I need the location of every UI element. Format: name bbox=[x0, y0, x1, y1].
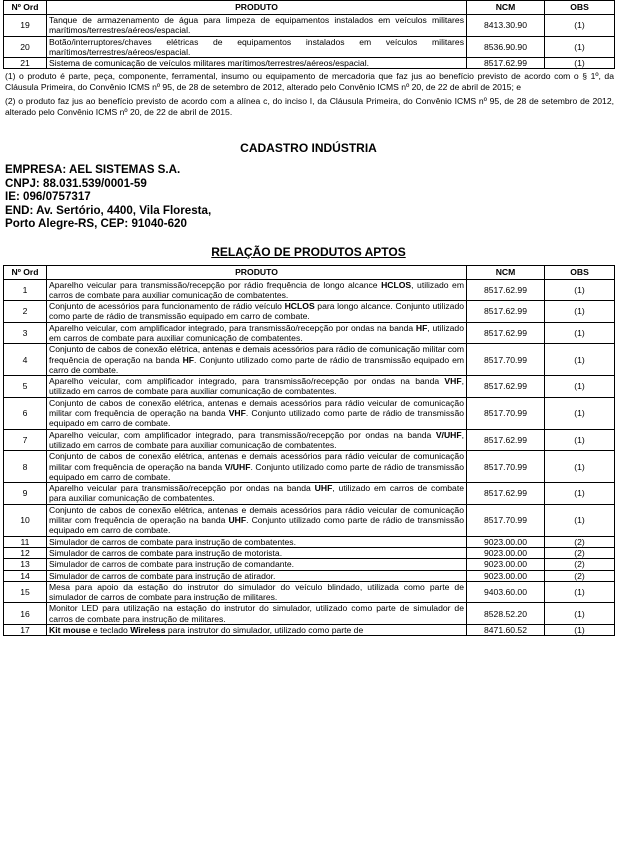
table-row bbox=[4, 301, 615, 323]
row-produto: Botão/interruptores/chaves elétricas de equipamentos instalados em veículos militares marítimos/terrestres/aéreos/espacial. bbox=[47, 36, 467, 58]
table-row bbox=[4, 581, 615, 603]
row-obs: (1) bbox=[545, 397, 615, 429]
table-row bbox=[4, 451, 615, 483]
row-ord: 7 bbox=[4, 429, 47, 451]
company-name: EMPRESA: AEL SISTEMAS S.A. bbox=[5, 163, 181, 177]
company-ie: IE: 096/0757317 bbox=[5, 190, 91, 204]
table-row bbox=[4, 344, 615, 376]
row-obs: (1) bbox=[545, 625, 615, 636]
company-address-line2: Porto Alegre-RS, CEP: 91040-620 bbox=[5, 217, 187, 231]
row-produto: Aparelho veicular para transmissão/recepção por ondas na banda UHF, utilizado em carros de combate para auxiliar comunicação de combatentes. bbox=[47, 483, 467, 505]
row-obs: (1) bbox=[545, 483, 615, 505]
table-row bbox=[4, 15, 615, 37]
row-produto: Simulador de carros de combate para instrução de comandante. bbox=[47, 559, 467, 570]
row-produto: Tanque de armazenamento de água para limpeza de equipamentos instalados em veículos militares marítimos/terrestres/aéreos/espacial. bbox=[47, 15, 467, 37]
row-ncm: 8517.70.99 bbox=[467, 504, 545, 536]
table-row bbox=[4, 603, 615, 625]
header-obs: OBS bbox=[545, 265, 615, 279]
row-produto: Aparelho veicular, com amplificador integrado, para transmissão/recepção por ondas na banda V/UHF, utilizado em carros de combate para auxiliar comunicação de combatentes. bbox=[47, 429, 467, 451]
row-obs: (1) bbox=[545, 301, 615, 323]
row-produto: Conjunto de acessórios para funcionamento de rádio veículo HCLOS para longo alcance. Conjunto utilizado como parte de rádio de transmissão equipado em carro de combate. bbox=[47, 301, 467, 323]
row-obs: (1) bbox=[545, 322, 615, 344]
row-ncm: 8471.60.52 bbox=[467, 625, 545, 636]
row-ncm: 8517.70.99 bbox=[467, 451, 545, 483]
row-ord: 3 bbox=[4, 322, 47, 344]
row-ord: 16 bbox=[4, 603, 47, 625]
company-address-line1: END: Av. Sertório, 4400, Vila Floresta, bbox=[5, 203, 212, 217]
row-ncm: 9403.60.00 bbox=[467, 581, 545, 603]
row-ord: 15 bbox=[4, 581, 47, 603]
row-obs: (2) bbox=[545, 536, 615, 547]
row-ord: 2 bbox=[4, 301, 47, 323]
list-title: RELAÇÃO DE PRODUTOS APTOS bbox=[211, 244, 406, 259]
row-ord: 17 bbox=[4, 625, 47, 636]
row-ord: 20 bbox=[4, 36, 47, 58]
row-ncm: 9023.00.00 bbox=[467, 570, 545, 581]
row-produto: Simulador de carros de combate para instrução de combatentes. bbox=[47, 536, 467, 547]
row-produto: Sistema de comunicação de veículos militares marítimos/terrestres/aéreos/espacial. bbox=[47, 58, 467, 69]
table-row bbox=[4, 36, 615, 58]
row-ncm: 8517.62.99 bbox=[467, 429, 545, 451]
header-produto: PRODUTO bbox=[47, 265, 467, 279]
table-row bbox=[4, 570, 615, 581]
section-title: CADASTRO INDÚSTRIA bbox=[240, 141, 377, 156]
header-ord: Nº Ord bbox=[4, 1, 47, 15]
row-ord: 14 bbox=[4, 570, 47, 581]
row-produto: Conjunto de cabos de conexão elétrica, antenas e demais acessórios para rádio de comunicação militar com frequência de operação na banda HF. Conjunto utilizado como parte de rádio de transmissão equipado em carro de combate. bbox=[47, 344, 467, 376]
table-header-row bbox=[4, 265, 615, 279]
row-ord: 6 bbox=[4, 397, 47, 429]
header-obs: OBS bbox=[545, 1, 615, 15]
table-row bbox=[4, 483, 615, 505]
row-obs: (1) bbox=[545, 429, 615, 451]
row-ord: 21 bbox=[4, 58, 47, 69]
row-ncm: 8517.62.99 bbox=[467, 58, 545, 69]
row-obs: (1) bbox=[545, 603, 615, 625]
row-ncm: 9023.00.00 bbox=[467, 547, 545, 558]
header-produto: PRODUTO bbox=[47, 1, 467, 15]
row-ncm: 9023.00.00 bbox=[467, 559, 545, 570]
row-obs: (1) bbox=[545, 504, 615, 536]
row-ncm: 8517.62.99 bbox=[467, 301, 545, 323]
row-ord: 10 bbox=[4, 504, 47, 536]
table-row bbox=[4, 279, 615, 301]
table-row bbox=[4, 625, 615, 636]
row-ncm: 8536.90.90 bbox=[467, 36, 545, 58]
row-ncm: 8517.62.99 bbox=[467, 279, 545, 301]
table-row bbox=[4, 536, 615, 547]
row-ncm: 9023.00.00 bbox=[467, 536, 545, 547]
row-ncm: 8413.30.90 bbox=[467, 15, 545, 37]
table-row bbox=[4, 58, 615, 69]
row-produto: Conjunto de cabos de conexão elétrica, antenas e demais acessórios para rádio veicular de comunicação militar com frequência de operação na banda VHF. Conjunto utilizado como parte de rádio de transmissão equipado em carro de combate. bbox=[47, 397, 467, 429]
row-obs: (1) bbox=[545, 36, 615, 58]
footnote-1: (1) o produto é parte, peça, componente, ferramental, insumo ou equipamento de mercadoria que faz jus ao benefício previsto de acordo com o § 1º, da Cláusula Primeira, do Convênio ICMS nº 95, de 28 de setembro de 2012, alterado pelo Convênio ICMS nº 20, de 22 de abril de 2015; e bbox=[5, 71, 614, 92]
company-cnpj: CNPJ: 88.031.539/0001-59 bbox=[5, 176, 147, 190]
products-table-continued bbox=[3, 0, 615, 69]
row-produto: Kit mouse e teclado Wireless para instrutor do simulador, utilizado como parte de bbox=[47, 625, 467, 636]
row-ord: 19 bbox=[4, 15, 47, 37]
row-ncm: 8517.70.99 bbox=[467, 397, 545, 429]
row-produto: Conjunto de cabos de conexão elétrica, antenas e demais acessórios para rádio veicular de comunicação militar com frequência de operação na banda V/UHF. Conjunto utilizado como parte de rádio de transmissão equipado em carro de combate. bbox=[47, 451, 467, 483]
table-row bbox=[4, 547, 615, 558]
header-ncm: NCM bbox=[467, 265, 545, 279]
row-produto: Mesa para apoio da estação do instrutor do simulador do veículo blindado, utilizada como parte de simulador de carros de combate para instrução de militares. bbox=[47, 581, 467, 603]
row-ncm: 8517.70.99 bbox=[467, 344, 545, 376]
products-table bbox=[3, 265, 615, 637]
row-obs: (1) bbox=[545, 344, 615, 376]
table-row bbox=[4, 322, 615, 344]
row-produto: Simulador de carros de combate para instrução de atirador. bbox=[47, 570, 467, 581]
table-header-row bbox=[4, 1, 615, 15]
company-info bbox=[5, 163, 617, 230]
row-ord: 5 bbox=[4, 376, 47, 398]
row-ord: 1 bbox=[4, 279, 47, 301]
row-obs: (1) bbox=[545, 376, 615, 398]
row-ncm: 8517.62.99 bbox=[467, 483, 545, 505]
row-ncm: 8517.62.99 bbox=[467, 376, 545, 398]
footnotes bbox=[5, 71, 614, 117]
table-row bbox=[4, 429, 615, 451]
row-produto: Conjunto de cabos de conexão elétrica, antenas e demais acessórios para rádio veicular de comunicação militar com frequência de operação na banda UHF. Conjunto utilizado como parte de rádio de transmissão equipado em carro de combate. bbox=[47, 504, 467, 536]
row-obs: (1) bbox=[545, 279, 615, 301]
row-obs: (1) bbox=[545, 581, 615, 603]
row-ord: 8 bbox=[4, 451, 47, 483]
row-ord: 12 bbox=[4, 547, 47, 558]
row-obs: (2) bbox=[545, 570, 615, 581]
row-ncm: 8528.52.20 bbox=[467, 603, 545, 625]
row-obs: (2) bbox=[545, 559, 615, 570]
header-ncm: NCM bbox=[467, 1, 545, 15]
row-ord: 9 bbox=[4, 483, 47, 505]
row-produto: Simulador de carros de combate para instrução de motorista. bbox=[47, 547, 467, 558]
row-produto: Aparelho veicular, com amplificador integrado, para transmissão/recepção por ondas na banda HF, utilizado em carros de combate para auxiliar comunicação de combatentes. bbox=[47, 322, 467, 344]
row-obs: (1) bbox=[545, 15, 615, 37]
row-obs: (1) bbox=[545, 58, 615, 69]
row-produto: Aparelho veicular para transmissão/recepção por rádio frequência de longo alcance HCLOS, utilizado em carros de combate para auxiliar comunicação de combatentes. bbox=[47, 279, 467, 301]
row-obs: (2) bbox=[545, 547, 615, 558]
table-row bbox=[4, 559, 615, 570]
row-ncm: 8517.62.99 bbox=[467, 322, 545, 344]
row-ord: 11 bbox=[4, 536, 47, 547]
table-row bbox=[4, 504, 615, 536]
table-row bbox=[4, 397, 615, 429]
table-row bbox=[4, 376, 615, 398]
row-ord: 13 bbox=[4, 559, 47, 570]
footnote-2: (2) o produto faz jus ao benefício previsto de acordo com a alínea c, do inciso I, da Cláusula Primeira, do Convênio ICMS nº 95, de 28 de setembro de 2012, alterado pelo Convênio ICMS nº 20, de 22 de abril de 2015. bbox=[5, 96, 614, 117]
header-ord: Nº Ord bbox=[4, 265, 47, 279]
row-produto: Monitor LED para utilização na estação do instrutor do simulador, utilizado como parte de simulador de carros de combate para instrução de militares. bbox=[47, 603, 467, 625]
row-ord: 4 bbox=[4, 344, 47, 376]
row-produto: Aparelho veicular, com amplificador integrado, para transmissão/recepção por ondas na banda VHF, utilizado em carros de combate para auxiliar comunicação de combatentes. bbox=[47, 376, 467, 398]
row-obs: (1) bbox=[545, 451, 615, 483]
